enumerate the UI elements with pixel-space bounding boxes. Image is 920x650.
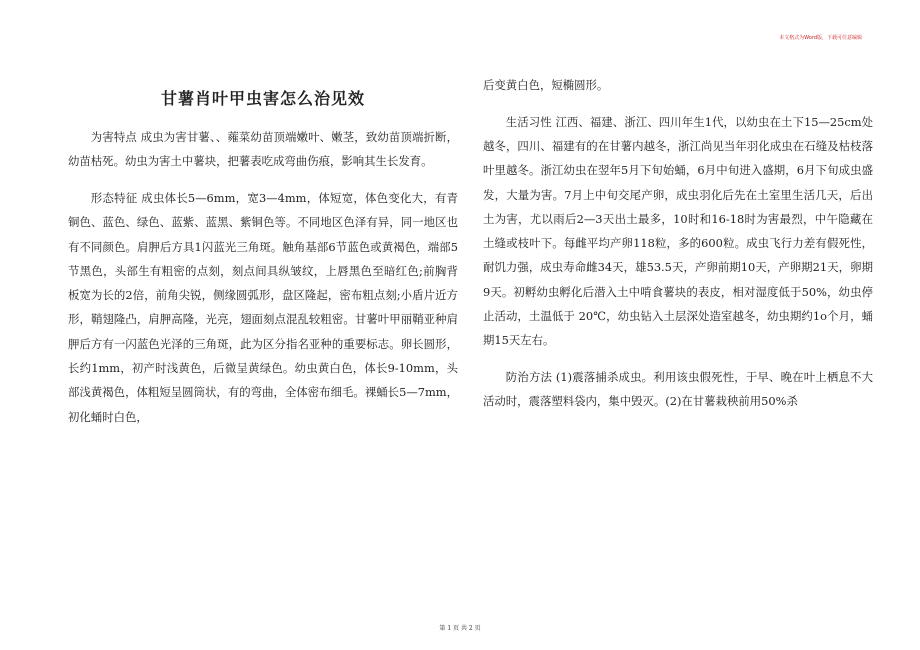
right-body-text: [483, 73, 873, 426]
paragraph-control-methods: 防治方法 (1)震落捕杀成虫。利用该虫假死性，于早、晚在叶上栖息不大活动时，震落塑料袋内，集中毁灭。(2)在甘薯栽秧前用50%杀: [483, 370, 873, 409]
left-body-text: [68, 125, 458, 441]
header-watermark: 本文格式为Word版，下载可任意编辑: [779, 35, 862, 41]
page-footer: 第 1 页 共 2 页: [439, 625, 481, 632]
document-title: 甘薯肖叶甲虫害怎么治见效: [160, 89, 365, 108]
paragraph-damage-features: 为害特点 成虫为害甘薯、、蕹菜幼苗顶端嫩叶、嫩茎，致幼苗顶端折断，幼苗枯死。幼虫为害土中薯块，把薯表吃成弯曲伤痕，影响其生长发育。: [68, 130, 458, 169]
paragraph-morphology: 形态特征 成虫体长5—6mm，宽3—4mm，体短宽，体色变化大，有青铜色、蓝色、绿色、蓝紫、蓝黑、紫铜色等。不同地区色泽有异，同一地区也有不同颜色。肩胛后方具1闪蓝光三角斑。触角基部6节蓝色或黄褐色，端部5节黑色，头部生有粗密的点刻，刻点间具纵皱纹，上唇黑色至暗红色;前胸背板宽为长的2倍，前角尖锐，侧缘圆弧形，盘区隆起，密布粗点刻;小盾片近方形，鞘翅隆凸，肩胛高隆，光亮，翅面刻点混乱较粗密。甘薯叶甲丽鞘亚种肩胛后方有一闪蓝色光泽的三角斑，此为区分指名亚种的重要标志。卵长圆形，长约1mm，初产时浅黄色，后微呈黄绿色。幼虫黄白色，体长9-10mm，头部浅黄褐色，体粗短呈圆筒状，有的弯曲，全体密布细毛。裸蛹长5—7mm，初化蛹时白色，: [68, 190, 458, 424]
paragraph-life-habits: 生活习性 江西、福建、浙江、四川年生1代，以幼虫在土下15—25cm处越冬，四川、福建有的在甘薯内越冬，浙江尚见当年羽化成虫在石缝及枯枝落叶里越冬。浙江幼虫在翌年5月下旬始蛹，6月中旬进入盛期，6月下旬成虫盛发，大量为害。7月上中旬交尾产卵，成虫羽化后先在土室里生活几天，后出土为害，尤以雨后2—3天出土最多，10时和16-18时为害最烈，中午隐藏在土缝或枝叶下。每雌平均产卵118粒，多的600粒。成虫飞行力差有假死性，耐饥力强，成虫寿命雌34天，雄53.5天，产卵前期10天，产卵期21天，卵期9天。初孵幼虫孵化后潜入土中啃食薯块的表皮，相对湿度低于50%，幼虫停止活动，土温低于 20℃，幼虫钻入土层深处造室越冬，幼虫期约1o个月，蛹期15天左右。: [483, 114, 873, 348]
paragraph-morphology-continued: 后变黄白色，短椭圆形。: [483, 78, 609, 92]
